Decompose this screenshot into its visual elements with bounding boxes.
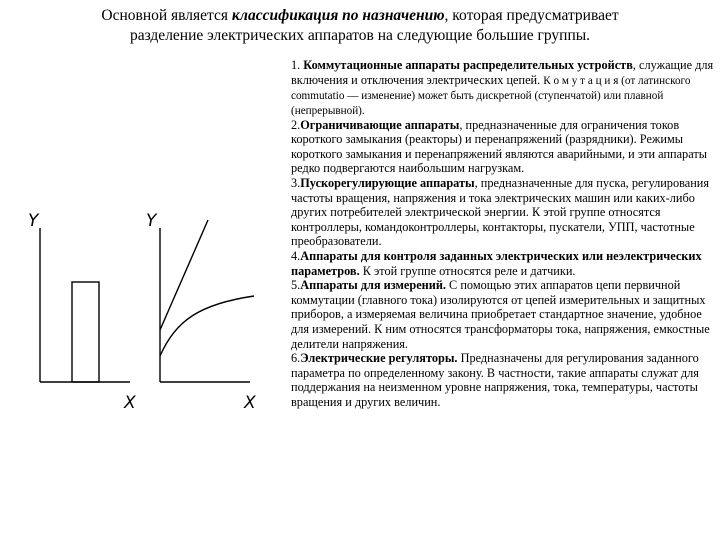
heading-emphasis: классификация по назначению: [231, 7, 445, 24]
group-item-4: [291, 249, 715, 278]
linear-characteristic: [160, 220, 208, 330]
group-number: 4.: [291, 248, 301, 263]
group-description: , предназначенные для пуска, регулирования частоты вращения, напряжения и тока электрических машин или каких-либо других потребителей электрической энергии. К этой группе относятся контроллеры, командоконтроллеры, контакторы, пускатели, УПП, частотные преобразователи.: [291, 175, 710, 249]
heading-part-3: , которая предусматривает: [444, 7, 619, 24]
group-description: К этой группе относятся реле и датчики.: [359, 263, 576, 278]
group-item-1: [291, 58, 715, 118]
left-y-axis-label: Y: [28, 211, 39, 231]
group-note: К о м у т а ц и я (от латинского commutatio — изменение) может быть дискретной (ступенчатой) или плавной (непрерывной).: [291, 74, 691, 117]
group-title: Ограничивающие аппараты: [300, 117, 460, 132]
group-title: Электрические регуляторы.: [300, 351, 458, 366]
characteristic-diagrams: [0, 180, 290, 420]
group-number: 1.: [291, 58, 304, 72]
group-description: С помощью этих аппаратов цепи первичной коммутации (главного тока) изолируются от цепей измерительных и защитных приборов, а измеряемая величина приобретает стандартное значение, удобное для измерений. К ним относятся трансформаторы тока, напряжения, емкостные делители напряжения.: [291, 278, 710, 351]
heading-line-1: [40, 6, 680, 26]
group-description: Предназначены для регулирования заданного параметра по определенному закону. В частности, такие аппараты служат для поддержания на неизменном уровне напряжения, тока, температуры, частоты вращения и других величин.: [291, 351, 699, 409]
group-item-2: [291, 118, 715, 176]
heading: [40, 6, 680, 46]
right-x-axis-label: X: [244, 393, 256, 413]
heading-part-1: Основной является: [101, 7, 232, 24]
group-item-3: [291, 176, 715, 249]
group-title: Аппараты для измерений.: [300, 278, 446, 293]
step-characteristic: [72, 282, 99, 382]
group-title: Пускорегулирующие аппараты: [300, 175, 475, 190]
group-item-6: [291, 351, 715, 409]
group-number: 6.: [291, 351, 301, 366]
group-description: , служащие для включения и отключения электрических цепей.: [291, 58, 714, 87]
group-number: 3.: [291, 175, 301, 190]
left-x-axis-label: X: [124, 393, 136, 413]
group-description: , предназначенные для ограничения токов короткого замыкания (реакторы) и перенапряжений (разрядники). Режимы короткого замыкания и перенапряжений являются аварийными, и эти аппараты редко подвергаются наибольшим нагрузкам.: [291, 117, 707, 176]
heading-line-2: разделение электрических аппаратов на следующие большие группы.: [129, 27, 591, 44]
group-item-5: [291, 278, 715, 351]
group-number: 2.: [291, 117, 301, 132]
smooth-characteristic: [160, 296, 254, 356]
right-y-axis-label: Y: [146, 211, 157, 231]
apparatus-groups-list: [291, 58, 715, 409]
group-title: Коммутационные аппараты распределительных устройств: [303, 58, 633, 72]
group-title: Аппараты для контроля заданных электрических или неэлектрических параметров.: [291, 248, 702, 278]
group-number: 5.: [291, 278, 301, 293]
